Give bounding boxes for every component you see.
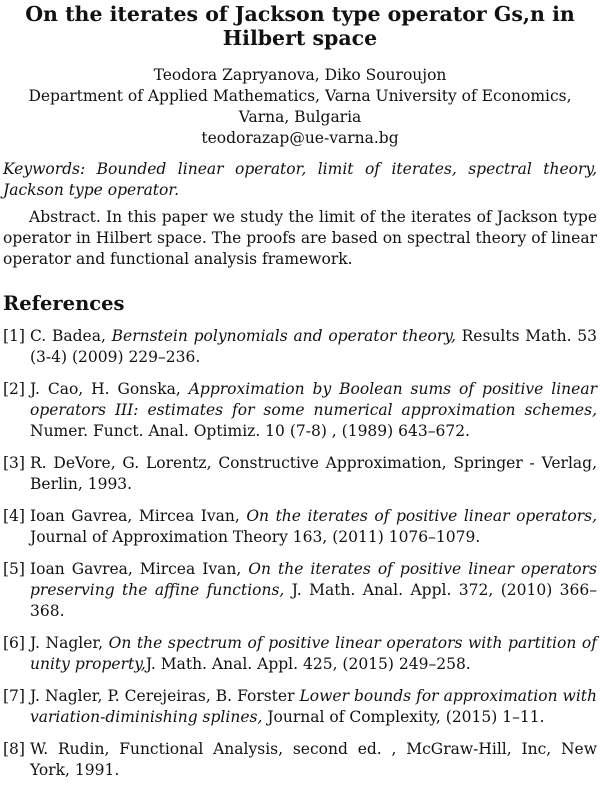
reference-authors: J. Nagler, P. Cerejeiras, B. Forster xyxy=(30,687,295,705)
reference-item xyxy=(3,633,597,675)
reference-item xyxy=(3,506,597,548)
reference-details: Numer. Funct. Anal. Optimiz. 10 (7-8) , (1989) 643–672. xyxy=(30,422,470,440)
affiliation: Department of Applied Mathematics, Varna University of Economics, xyxy=(28,87,572,105)
reference-number: [2] xyxy=(3,380,25,398)
reference-authors: J. Nagler, xyxy=(30,634,104,652)
reference-item xyxy=(3,326,597,368)
author-email: teodorazap@ue-varna.bg xyxy=(201,129,399,147)
reference-number: [8] xyxy=(3,740,25,758)
reference-authors: Ioan Gavrea, Mircea Ivan, xyxy=(30,560,242,578)
reference-title: On the spectrum of positive linear operators with partition of unity property, xyxy=(30,634,597,673)
reference-title: Bernstein polynomials and operator theory, xyxy=(111,327,456,345)
reference-title: Approximation by Boolean sums of positive linear operators III: estimates for some numerical approximation schemes, xyxy=(30,380,597,419)
reference-text: W. Rudin, Functional Analysis, second ed. , McGraw-Hill, Inc, New York, 1991. xyxy=(30,740,597,779)
reference-details: J. Math. Anal. Appl. 425, (2015) 249–258. xyxy=(145,655,471,673)
author-block xyxy=(3,65,597,149)
reference-authors: J. Cao, H. Gonska, xyxy=(30,380,181,398)
reference-item xyxy=(3,379,597,442)
references-heading: References xyxy=(3,292,125,315)
reference-number: [5] xyxy=(3,560,25,578)
reference-number: [1] xyxy=(3,327,25,345)
paper-title: On the iterates of Jackson type operator Gs,n in Hilbert space xyxy=(25,2,575,50)
reference-details: Journal of Approximation Theory 163, (2011) 1076–1079. xyxy=(30,528,481,546)
reference-title: On the iterates of positive linear operators preserving the affine functions, xyxy=(30,560,597,599)
reference-number: [4] xyxy=(3,507,25,525)
reference-authors: C. Badea, xyxy=(30,327,106,345)
reference-item xyxy=(3,686,597,728)
references-list xyxy=(3,326,597,781)
keywords: Keywords: Bounded linear operator, limit of iterates, spectral theory, Jackson type operator. xyxy=(3,160,597,199)
author-names: Teodora Zapryanova, Diko Souroujon xyxy=(153,66,447,84)
reference-details: Journal of Complexity, (2015) 1–11. xyxy=(267,708,545,726)
reference-number: [3] xyxy=(3,454,25,472)
reference-details: Results Math. 53 (3-4) (2009) 229–236. xyxy=(30,327,597,366)
abstract: Abstract. In this paper we study the limit of the iterates of Jackson type operator in Hilbert space. The proofs are based on spectral theory of linear operator and functional analysis framework. xyxy=(3,208,597,268)
reference-number: [6] xyxy=(3,634,25,652)
reference-authors: Ioan Gavrea, Mircea Ivan, xyxy=(30,507,240,525)
affiliation-city: Varna, Bulgaria xyxy=(238,108,362,126)
reference-title: On the iterates of positive linear operators, xyxy=(246,507,598,525)
reference-item xyxy=(3,739,597,781)
reference-number: [7] xyxy=(3,687,25,705)
reference-item xyxy=(3,559,597,622)
reference-details: J. Math. Anal. Appl. 372, (2010) 366–368. xyxy=(30,581,597,620)
reference-text: R. DeVore, G. Lorentz, Constructive Approximation, Springer - Verlag, Berlin, 1993. xyxy=(30,454,597,493)
reference-item xyxy=(3,453,597,495)
reference-title: Lower bounds for approximation with variation-diminishing splines, xyxy=(30,687,597,726)
